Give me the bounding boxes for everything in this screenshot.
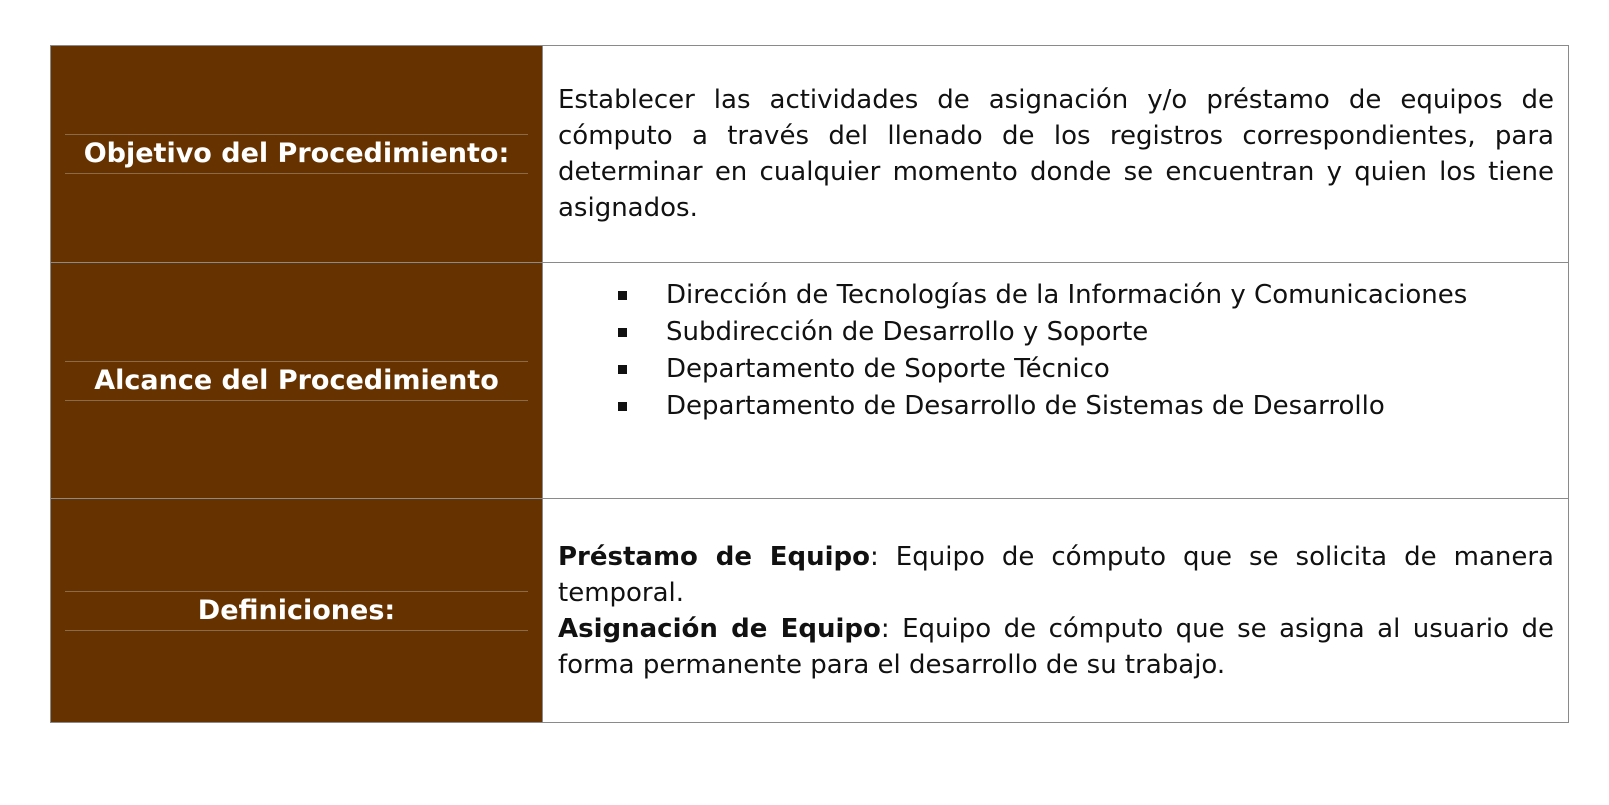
scope-item-text: Departamento de Desarrollo de Sistemas de Desarrollo	[666, 390, 1385, 421]
definition-loan	[558, 539, 1554, 611]
definition-term: Préstamo de Equipo	[558, 541, 871, 572]
square-bullet-icon	[618, 328, 627, 337]
table-row-objective	[51, 46, 1569, 263]
definition-assignment	[558, 611, 1554, 683]
scope-item-text: Dirección de Tecnologías de la Información y Comunicaciones	[666, 279, 1468, 310]
square-bullet-icon	[618, 402, 627, 411]
procedure-table	[50, 45, 1569, 723]
scope-item-text: Departamento de Soporte Técnico	[666, 353, 1110, 384]
list-item	[618, 314, 1554, 351]
label-cell-objective	[51, 46, 543, 263]
definition-description: : Equipo de cómputo que se asigna al usuario de forma permanente para el desarrollo de su trabajo.	[558, 613, 1554, 680]
label-cell-definitions	[51, 499, 543, 723]
objective-label: Objetivo del Procedimiento:	[65, 134, 528, 174]
square-bullet-icon	[618, 291, 627, 300]
content-cell-scope	[543, 263, 1569, 499]
content-cell-objective	[543, 46, 1569, 263]
label-cell-scope	[51, 263, 543, 499]
scope-item-text: Subdirección de Desarrollo y Soporte	[666, 316, 1149, 347]
definition-term: Asignación de Equipo	[558, 613, 881, 644]
list-item	[618, 388, 1554, 425]
content-cell-definitions	[543, 499, 1569, 723]
square-bullet-icon	[618, 365, 627, 374]
scope-label: Alcance del Procedimiento	[65, 361, 528, 401]
objective-text: Establecer las actividades de asignación y/o préstamo de equipos de cómputo a través del llenado de los registros correspondientes, para determinar en cualquier momento donde se encuentran y quien los tiene asignados.	[558, 85, 1554, 223]
definition-description: : Equipo de cómputo que se solicita de manera temporal.	[558, 541, 1554, 608]
scope-list	[558, 277, 1554, 425]
list-item	[618, 351, 1554, 388]
table-row-definitions	[51, 499, 1569, 723]
definitions-label: Definiciones:	[65, 591, 528, 631]
list-item	[618, 277, 1554, 314]
table-row-scope	[51, 263, 1569, 499]
